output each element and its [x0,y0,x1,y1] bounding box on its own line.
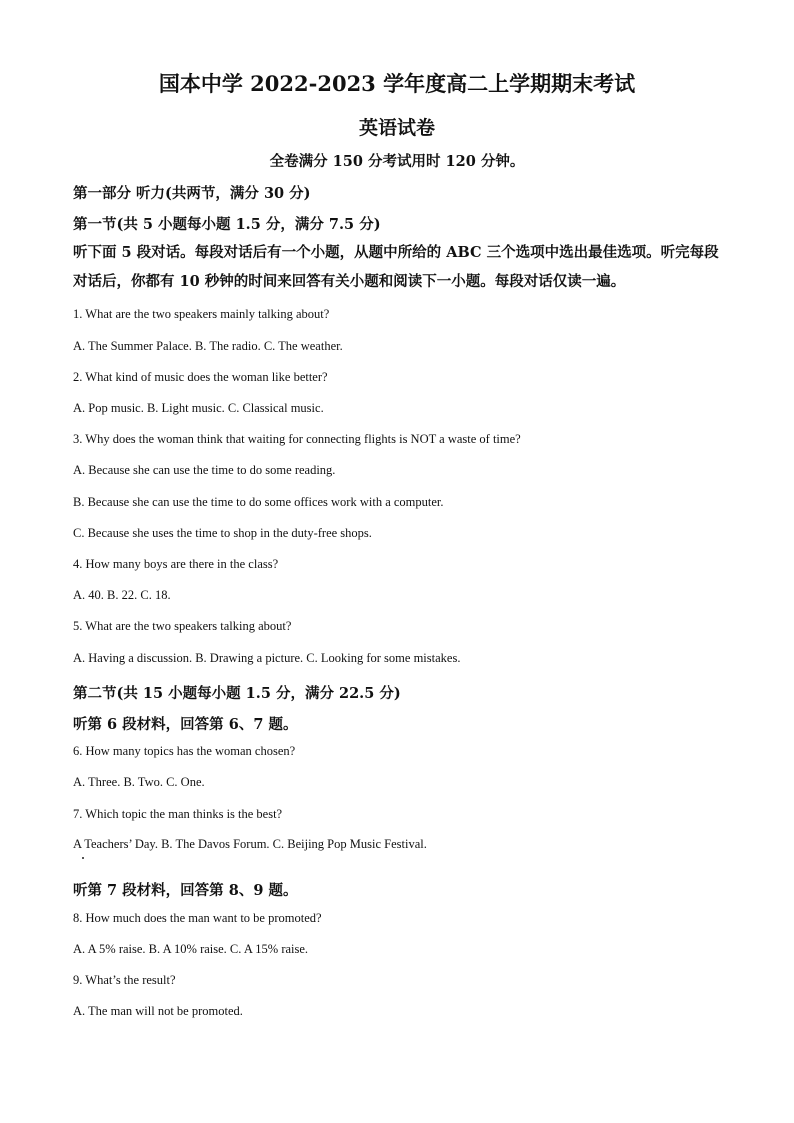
question-2-options: A. Pop music. B. Light music. C. Classical music. [73,401,324,415]
question-3: 3. Why does the woman think that waiting for connecting flights is NOT a waste of time? [73,432,521,446]
exam-note: 全卷满分 150 分考试用时 120 分钟。 [269,153,525,170]
question-9: 9. What’s the result? [73,973,176,987]
question-4: 4. How many boys are there in the class? [73,557,279,571]
section1-instructions: 听下面 5 段对话。每段对话后有一个小题，从题中所给的 ABC 三个选项中选出最佳选项。听完每段对话后，你都有 10 秒钟的时间来回答有关小题和阅读下一小题。每段对话仅读一遍。 [73,244,719,290]
question-4-options: A. 40. B. 22. C. 18. [73,588,171,602]
question-5: 5. What are the two speakers talking about? [73,619,292,633]
exam-subtitle: 英语试卷 [358,117,435,139]
question-8-options: A. A 5% raise. B. A 10% raise. C. A 15% raise. [73,942,309,956]
question-1-options: A. The Summer Palace. B. The radio. C. The weather. [73,339,343,353]
question-3-option-c: C. Because she uses the time to shop in the duty-free shops. [73,526,372,540]
question-1: 1. What are the two speakers mainly talking about? [73,307,330,321]
stray-mark [82,857,84,859]
exam-title: 国本中学 2022-2023 学年度高二上学期期末考试 [158,71,636,96]
question-7-options: A Teachers’ Day. B. The Davos Forum. C. Beijing Pop Music Festival. [73,837,427,851]
question-6-options: A. Three. B. Two. C. One. [73,775,205,789]
question-8: 8. How much does the man want to be promoted? [73,911,322,925]
question-6: 6. How many topics has the woman chosen? [73,744,296,758]
question-3-option-b: B. Because she can use the time to do some offices work with a computer. [73,495,444,509]
section1-heading: 第一节(共 5 小题每小题 1.5 分，满分 7.5 分) [73,216,381,233]
material-7-heading: 听第 7 段材料，回答第 8、9 题。 [73,882,298,899]
question-3-option-a: A. Because she can use the time to do some reading. [73,463,336,477]
question-2: 2. What kind of music does the woman like better? [73,370,328,384]
question-7: 7. Which topic the man thinks is the best? [73,807,283,821]
question-5-options: A. Having a discussion. B. Drawing a picture. C. Looking for some mistakes. [73,651,461,665]
material-6-heading: 听第 6 段材料，回答第 6、7 题。 [73,716,298,733]
section2-heading: 第二节(共 15 小题每小题 1.5 分，满分 22.5 分) [73,685,401,702]
question-9-option-a: A. The man will not be promoted. [73,1004,243,1018]
part1-heading: 第一部分 听力(共两节，满分 30 分) [73,185,311,202]
